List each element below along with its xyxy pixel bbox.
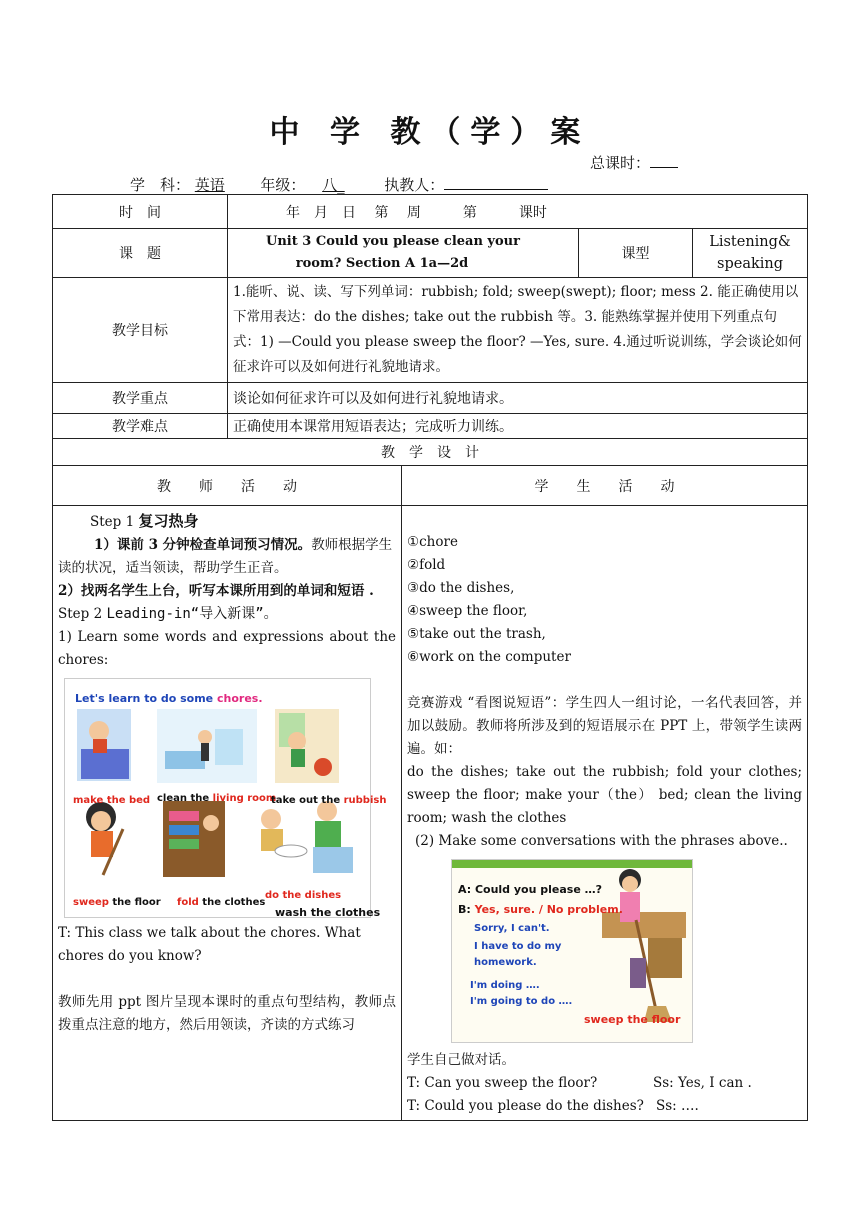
grade-label: 年级： [260, 176, 306, 194]
step2-title: Leading-in“导入新课”。 [106, 606, 278, 622]
chore-item: ②fold [407, 557, 446, 573]
dialog-line-1 [407, 1072, 802, 1095]
chores-label-living-room [157, 787, 276, 810]
step1-para-1-rest: 教师根据学生读的状况，适当领读，帮助学生正音。 [58, 537, 393, 576]
chores-label-sweep-b: the floor [108, 897, 161, 908]
chores-label-rubbish-b: rubbish [343, 795, 387, 806]
step1-line [58, 510, 396, 534]
time-value: 年 月 日 第 周 第 课时 [228, 195, 808, 229]
chores-heading-a: Let's learn to do some [75, 692, 217, 705]
sweep-floor-illustration [86, 802, 123, 875]
chores-label-fold [177, 891, 265, 914]
chore-items-list [407, 531, 802, 669]
t-line: T: This class we talk about the chores. What chores do you know? [58, 925, 361, 964]
design-heading: 教 学 设 计 [53, 439, 808, 466]
chores-label-dishes: do the dishes [265, 890, 342, 901]
dialog-line-2 [407, 1095, 802, 1118]
total-blank [650, 153, 678, 168]
key-text: 谈论如何征求许可以及如何进行礼貌地请求。 [228, 383, 808, 414]
take-out-rubbish-illustration [275, 709, 339, 783]
dialog-q2: T: Could you please do the dishes? [407, 1098, 644, 1114]
convo-caption: sweep the floor [584, 1013, 681, 1026]
step1-para-1 [58, 534, 396, 580]
student-activities [402, 506, 808, 1121]
key-label: 教学重点 [53, 383, 228, 414]
chores-label-fold-b: the clothes [198, 897, 266, 908]
subject-label: 学 科： [130, 176, 191, 194]
do-dishes-illustration [261, 809, 307, 857]
convo-line-g: I'm going to do …. [470, 996, 573, 1007]
chores-label-make-bed: make the bed [73, 795, 151, 806]
topic-line-1: Unit 3 Could you please clean your [266, 234, 520, 249]
subject-line [130, 174, 548, 195]
chores-image [64, 678, 387, 919]
living-room-illustration [157, 709, 257, 783]
chores-label-sweep [73, 891, 161, 914]
step1-para-2: 2）找两名学生上台，听写本课所用到的单词和短语 . [58, 583, 374, 599]
type-label: 课型 [579, 229, 693, 278]
lesson-plan-table [52, 194, 808, 1121]
chore-item: ⑥work on the computer [407, 649, 571, 665]
type-value [693, 229, 808, 278]
chores-label-living-room-b: living room [212, 793, 277, 804]
teacher-note: 教师先用 ppt 图片呈现本课时的重点句型结构，教师点拨重点注意的地方，然后用领读，齐读的方式练习 [58, 994, 396, 1033]
phrases-text: do the dishes; take out the rubbish; fold your clothes; sweep the floor; make your（the） bed; clean the living room; wash the clothes [407, 764, 803, 826]
dialog-a2: Ss: …. [656, 1098, 699, 1114]
type-line-1: Listening& [709, 234, 791, 250]
step2-line [58, 603, 396, 626]
time-label: 时 间 [53, 195, 228, 229]
chores-label-rubbish-a: take out the [271, 795, 344, 806]
chores-heading-b: chores. [216, 692, 263, 705]
topic-line-2: room? Section A 1a—2d [295, 256, 469, 271]
fold-clothes-illustration [163, 801, 225, 877]
convo-line-b-prefix: B: [458, 903, 475, 916]
type-line-2: speaking [717, 256, 784, 272]
teacher-blank [444, 175, 548, 190]
chores-label-rubbish [271, 789, 386, 812]
step1-para-1-bold: 1）课前 3 分钟检查单词预习情况。 [94, 537, 312, 553]
chores-label-fold-a: fold [177, 897, 199, 908]
goals-label: 教学目标 [53, 278, 228, 383]
teacher-label: 执教人： [384, 176, 445, 194]
chore-item: ⑤take out the trash, [407, 626, 546, 642]
convo-line-a: A: Could you please …? [458, 883, 603, 896]
difficult-text: 正确使用本课常用短语表达；完成听力训练。 [228, 414, 808, 439]
chore-item: ①chore [407, 534, 458, 550]
step1-prefix: Step 1 [90, 514, 139, 530]
self-line: 学生自己做对话。 [407, 1052, 515, 1068]
topic-value [228, 229, 579, 278]
chores-label-wash: wash the clothes [275, 906, 381, 919]
total-label: 总课时： [590, 154, 651, 172]
dialog-q1: T: Can you sweep the floor? [407, 1075, 598, 1091]
chore-item: ③do the dishes, [407, 580, 515, 596]
make-bed-illustration [77, 709, 131, 781]
step1-title: 复习热身 [138, 512, 199, 530]
teacher-activity-heading: 教 师 活 动 [53, 466, 402, 506]
learn-line: 1) Learn some words and expressions about the chores: [58, 629, 396, 668]
student-activity-heading: 学 生 活 动 [402, 466, 808, 506]
convo-line-d: I have to do my [474, 941, 562, 952]
conversation-image [451, 859, 693, 1043]
convo-line-b-red: Yes, sure. / No problem. [474, 903, 623, 916]
topic-label: 课 题 [53, 229, 228, 278]
chores-label-living-room-a: clean the [157, 793, 213, 804]
subject-value: 英语 [194, 176, 225, 194]
convo-line: (2) Make some conversations with the phrases above.. [415, 833, 788, 849]
game-text: 竞赛游戏 “看图说短语”：学生四人一组讨论，一名代表回答，并加以鼓励。教师将所涉及到的短语展示在 PPT 上，带领学生读两遍。如： [407, 695, 803, 757]
grade-value: 八_ [322, 176, 345, 194]
step2-prefix: Step 2 [58, 606, 107, 622]
teacher-activities [53, 506, 402, 1121]
goals-text: 1.能听、说、读、写下列单词：rubbish; fold; sweep(swept); floor; mess 2. 能正确使用以下常用表达：do the dishes; take out the rubbish 等。3. 能熟练掌握并使用下列重点句式：1) —Could you please sweep the floor? —Yes, sure. 4.通过听说训练，学会谈论如何征求许可以及如何进行礼貌地请求。 [228, 278, 808, 383]
convo-line-e: homework. [474, 957, 537, 968]
difficult-label: 教学难点 [53, 414, 228, 439]
chores-label-sweep-a: sweep [73, 897, 109, 908]
total-periods [590, 152, 678, 173]
chore-item: ④sweep the floor, [407, 603, 528, 619]
page-title: 中 学 教（学）案 [269, 115, 591, 150]
convo-line-f: I'm doing …. [470, 980, 540, 991]
convo-line-c: Sorry, I can't. [474, 923, 550, 934]
dialog-a1: Ss: Yes, I can . [653, 1075, 752, 1091]
